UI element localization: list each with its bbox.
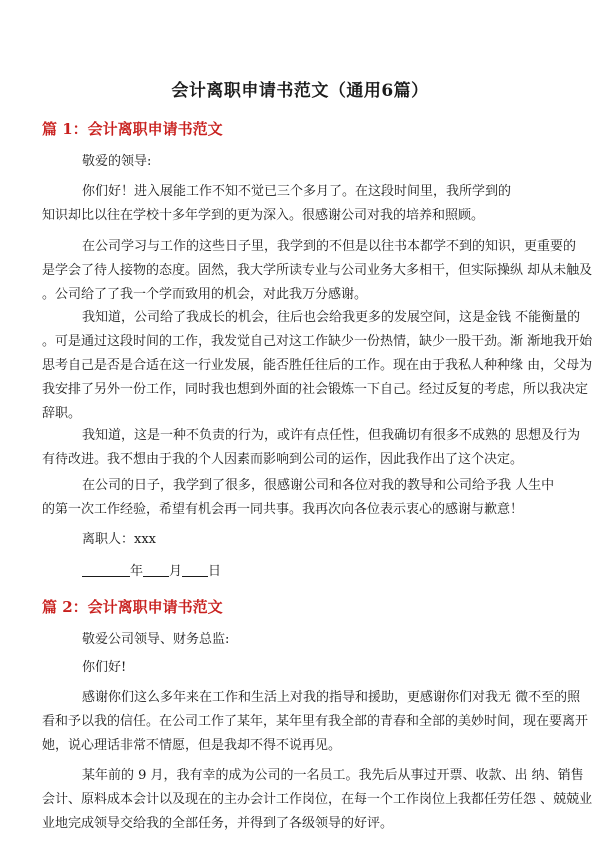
section2-greeting: 你们好! [82,660,127,675]
text-line: 看和予以我的信任。在公司工作了某年，某年里有我全部的青春和全部的美妙时间，现在要离开 [42,714,589,729]
text-line: 她，说心理话非常不情愿，但是我却不得不说再见。 [42,738,342,753]
section2-paragraph-2 [42,764,593,836]
text-line: 我知道，公司给了我成长的机会，往后也会给我更多的发展空间，这是金钱 不能衡量的 [82,310,581,325]
month-blank [143,562,169,577]
text-line: 。可是通过这段时间的工作，我发觉自己对这工作缺少一份热情，缺少一股干劲。渐 渐地我开始 [42,334,593,349]
text-line: 某年前的 9 月，我有幸的成为公司的一名员工。我先后从事过开票、收款、出 纳、销售 [82,768,584,783]
text-line: 在公司的日子，我学到了很多，很感谢公司和各位对我的教导和公司给予我 人生中 [82,478,555,493]
text-line: 我安排了另外一份工作，同时我也想到外面的社会锻炼一下自己。经过反复的考虑，所以我决定 [42,382,589,397]
text-line: 是学会了待人接物的态度。固然，我大学所读专业与公司业务大多相干，但实际操纵 却从未触及 [42,263,593,278]
section2-paragraph-1 [42,686,589,758]
text-line: 业地完成领导交给我的全部任务，并得到了各级领导的好评。 [42,816,394,831]
text-line: 会计、原料成本会计以及现在的主办会计工作岗位，在每一个工作岗位上我都任劳任怨 、兢兢业 [42,792,593,807]
document-title: 会计离职申请书范文（通用6篇） [171,81,429,101]
section1-paragraph-1 [42,180,562,228]
date-day-label: 日 [208,564,222,579]
date-month-label: 月 [169,564,183,579]
text-line: 感谢你们这么多年来在工作和生活上对我的指导和援助，更感谢你们对我无 微不至的照 [82,690,581,705]
text-line: 辞职。 [42,406,82,421]
section1-salutation: 敬爱的领导: [82,154,152,169]
date-year-label: 年 [130,564,144,579]
year-blank [82,562,130,577]
section2-heading: 篇 2：会计离职申请书范文 [42,598,223,616]
text-line: 我知道，这是一种不负责的行为，或许有点任性，但我确切有很多不成熟的 思想及行为 [82,428,581,443]
text-line: 有待改进。我不想由于我的个人因素而影响到公司的运作，因此我作出了这个决定。 [42,452,524,467]
section2-salutation: 敬爱公司领导、财务总监: [82,632,230,647]
section1-heading: 篇 1：会计离职申请书范文 [42,120,223,138]
text-line: 在公司学习与工作的这些日子里，我学到的不但是以往书本都学不到的知识，更重要的 [82,239,577,254]
section1-paragraph-4 [42,424,581,472]
section1-paragraph-5 [42,474,562,522]
text-line: 你们好！进入展能工作不知不觉已三个多月了。在这段时间里，我所学到的 [82,184,512,199]
text-line: 知识却比以往在学校十多年学到的更为深入。很感谢公司对我的培养和照顾。 [42,208,485,223]
text-line: 的第一次工作经验，希望有机会再一同共事。我再次向各位表示衷心的感谢与歉意！ [42,502,524,517]
date-line [82,560,221,584]
text-line: 思考自己是否是合适在这一行业发展，能否胜任往后的工作。现在由于我私人种种缘 由，父母为 [42,358,593,373]
day-blank [182,562,208,577]
section1-paragraph-3 [42,306,593,426]
text-line: 。公司给了了我一个学而致用的机会，对此我万分感谢。 [42,287,368,302]
section1-paragraph-2 [42,235,593,307]
resigner-line: 离职人：xxx [82,532,156,547]
